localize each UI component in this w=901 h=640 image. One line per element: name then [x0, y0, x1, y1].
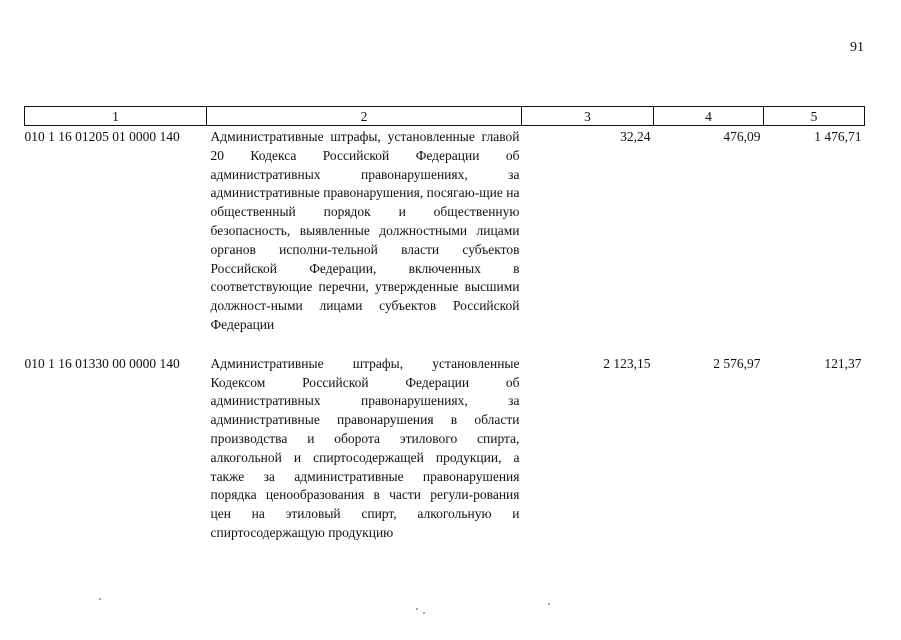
value-cell-col4: 476,09 [723, 129, 761, 144]
value-cell-col3: 2 123,15 [603, 355, 651, 371]
table-row [25, 353, 865, 543]
budget-table [24, 106, 865, 543]
column-header-5: 5 [764, 107, 865, 126]
value-cell-col5: 1 476,71 [814, 129, 862, 144]
budget-code-cell: 010 1 16 01330 00 0000 140 [24, 355, 180, 371]
column-header-1: 1 [25, 107, 207, 126]
value-cell-col3: 32,24 [620, 129, 651, 144]
row-spacer-cell [25, 335, 865, 353]
description-cell: Административные штрафы, установленные Кодексом Российской Федерации об административных правонарушениях, за административные правонарушения в области производства и оборота этилового спирта, алкогольной и спиртосодержащей продукции, а также за административные правонарушения порядка ценообразования в части регули-рования цен на этиловый спирт, алкогольную и спиртосодержащую продукцию [210, 355, 520, 540]
column-header-2: 2 [207, 107, 522, 126]
table-body [25, 126, 865, 543]
row-spacer [25, 335, 865, 353]
scan-speck [548, 603, 550, 605]
scan-speck [99, 598, 101, 600]
scan-speck [416, 608, 418, 610]
column-header-3: 3 [522, 107, 654, 126]
value-cell-col5: 121,37 [824, 355, 862, 371]
scan-speck [423, 612, 425, 614]
description-cell: Административные штрафы, установленные главой 20 Кодекса Российской Федерации об административных правонарушениях, за административные правонарушения, посягаю-щие на общественный порядок и общественную безопасность, выявленные должностными лицами органов исполни-тельной власти субъектов Российской Федерации, включенных в соответствующие перечни, утвержденные высшими должност-ными лицами субъектов Российской Федерации [210, 129, 520, 332]
column-header-4: 4 [654, 107, 764, 126]
value-cell-col4: 2 576,97 [713, 355, 761, 371]
header-row [25, 107, 865, 126]
table-row [25, 126, 865, 335]
table-header [25, 107, 865, 126]
page-number: 91 [850, 40, 864, 55]
budget-code-cell: 010 1 16 01205 01 0000 140 [24, 129, 180, 144]
